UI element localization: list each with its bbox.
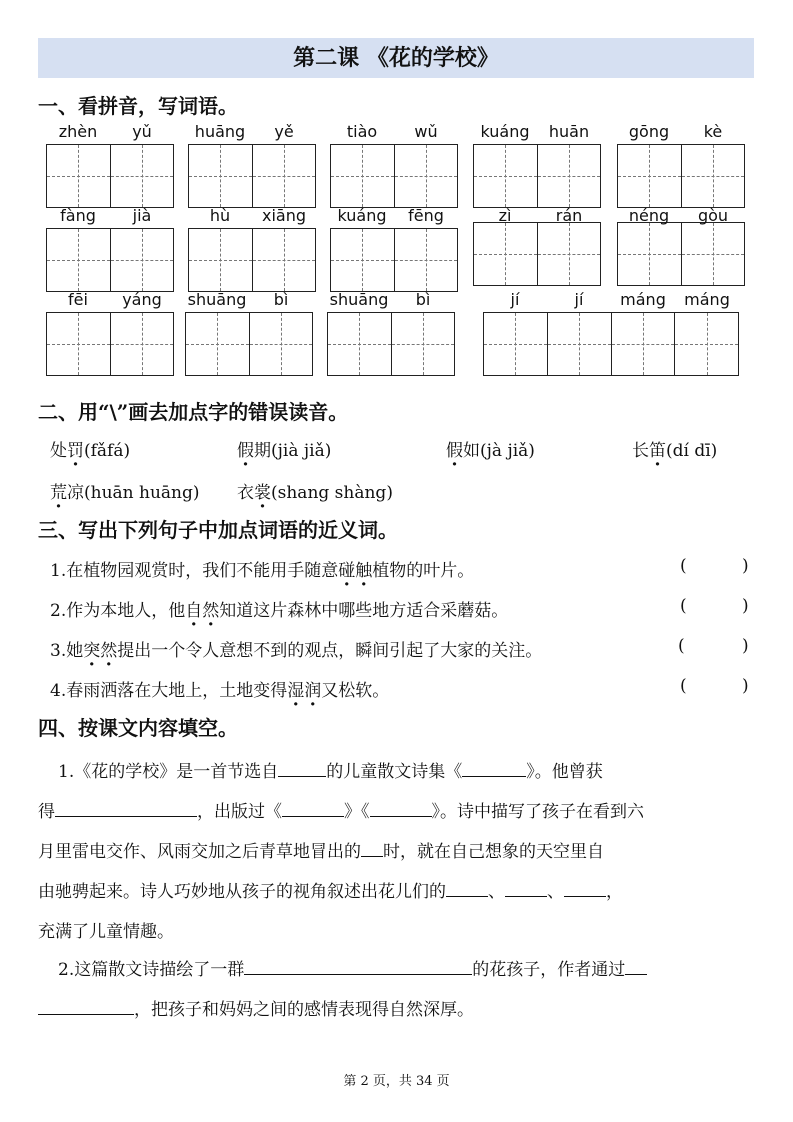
- tianzige-cell[interactable]: [331, 145, 394, 207]
- pinyin-label: bì: [273, 290, 289, 309]
- p1-text: 、: [547, 882, 564, 902]
- blank[interactable]: [282, 798, 344, 817]
- tianzige-cell[interactable]: [537, 223, 601, 285]
- blank[interactable]: [370, 798, 432, 817]
- tianzige-cell[interactable]: [681, 145, 745, 207]
- pinyin-label: rán: [555, 206, 583, 225]
- pronunciation-item: 衣裳(shang shàng): [237, 483, 393, 503]
- tianzige-cell[interactable]: [547, 313, 611, 375]
- tianzige-cell[interactable]: [394, 145, 458, 207]
- pinyin-label: kuáng: [337, 206, 387, 225]
- pinyin-label: máng: [620, 290, 666, 309]
- tianzige-box[interactable]: [330, 228, 458, 292]
- tianzige-cell[interactable]: [110, 229, 174, 291]
- tianzige-cell[interactable]: [47, 313, 110, 375]
- pronunciation-item: 荒凉(huān huāng): [50, 483, 200, 503]
- p1-text: 1.《花的学校》是一首节选自: [58, 762, 279, 782]
- answer-paren-close[interactable]: ): [742, 556, 749, 576]
- tianzige-box[interactable]: [185, 312, 313, 376]
- pinyin-label: yě: [274, 122, 294, 141]
- pinyin-label: wǔ: [414, 122, 438, 141]
- pinyin-label: fàng: [60, 206, 96, 225]
- pronunciation-item: 假如(jà jiǎ): [446, 441, 535, 461]
- p1-text: ，出版过《: [197, 802, 282, 822]
- blank[interactable]: [462, 758, 526, 777]
- tianzige-cell[interactable]: [611, 313, 675, 375]
- pronunciation-item: 长笛(dí dī): [632, 441, 718, 461]
- tianzige-box[interactable]: [327, 312, 455, 376]
- blank[interactable]: [625, 956, 647, 975]
- tianzige-cell[interactable]: [618, 223, 681, 285]
- section-3-heading: 三、写出下列句子中加点词语的近义词。: [38, 518, 398, 542]
- p1-text: 、: [488, 882, 505, 902]
- tianzige-cell[interactable]: [186, 313, 249, 375]
- tianzige-cell[interactable]: [331, 229, 394, 291]
- tianzige-cell[interactable]: [394, 229, 458, 291]
- tianzige-box[interactable]: [188, 144, 316, 208]
- tianzige-box[interactable]: [46, 144, 174, 208]
- tianzige-cell[interactable]: [674, 313, 738, 375]
- pinyin-label: shuāng: [329, 290, 389, 309]
- pinyin-label: gòu: [697, 206, 729, 225]
- blank[interactable]: [564, 878, 606, 897]
- tianzige-cell[interactable]: [110, 145, 174, 207]
- pinyin-label: yǔ: [132, 122, 152, 141]
- p1-text: 得: [38, 802, 55, 822]
- tianzige-cell[interactable]: [618, 145, 681, 207]
- answer-paren-open[interactable]: (: [680, 676, 687, 696]
- pinyin-label: néng: [628, 206, 670, 225]
- answer-paren-close[interactable]: ): [742, 676, 749, 696]
- blank[interactable]: [505, 878, 547, 897]
- p1-text: 》《: [344, 802, 370, 822]
- pinyin-label: tiào: [346, 122, 378, 141]
- synonym-sentence: 3.她突然提出一个令人意想不到的观点，瞬间引起了大家的关注。: [50, 641, 543, 661]
- pinyin-label: zhèn: [58, 122, 98, 141]
- section-4-heading: 四、按课文内容填空。: [38, 716, 238, 740]
- p2-text: ，把孩子和妈妈之间的感情表现得自然深厚。: [134, 1000, 474, 1020]
- pinyin-label: xiāng: [261, 206, 306, 225]
- pinyin-label: hù: [209, 206, 231, 225]
- pinyin-label: fēng: [408, 206, 444, 225]
- pinyin-label: huān: [548, 122, 590, 141]
- tianzige-cell[interactable]: [252, 145, 316, 207]
- tianzige-cell[interactable]: [484, 313, 547, 375]
- pinyin-label: yáng: [122, 290, 162, 309]
- tianzige-cell[interactable]: [537, 145, 601, 207]
- tianzige-cell[interactable]: [47, 229, 110, 291]
- tianzige-cell[interactable]: [189, 229, 252, 291]
- p1-text: 由驰骋起来。诗人巧妙地从孩子的视角叙述出花儿们的: [38, 882, 446, 902]
- p2-text: 2.这篇散文诗描绘了一群: [58, 960, 245, 980]
- answer-paren-close[interactable]: ): [742, 636, 749, 656]
- pronunciation-item: 处罚(fǎfá): [50, 441, 131, 461]
- synonym-sentence: 1.在植物园观赏时，我们不能用手随意碰触植物的叶片。: [50, 561, 475, 581]
- tianzige-box[interactable]: [46, 228, 174, 292]
- answer-paren-open[interactable]: (: [678, 636, 685, 656]
- pinyin-label: kuáng: [480, 122, 530, 141]
- tianzige-cell[interactable]: [391, 313, 455, 375]
- p1-text: 》。他曾获: [526, 762, 603, 782]
- tianzige-box[interactable]: [46, 312, 174, 376]
- p2-text: 的花孩子，作者通过: [472, 960, 626, 980]
- tianzige-box[interactable]: [617, 222, 745, 286]
- blank[interactable]: [278, 758, 326, 777]
- pinyin-label: jià: [132, 206, 152, 225]
- p1-text: 月里雷电交作、风雨交加之后青草地冒出的: [38, 842, 361, 862]
- tianzige-cell[interactable]: [328, 313, 391, 375]
- pinyin-label: huāng: [194, 122, 246, 141]
- answer-paren-open[interactable]: (: [680, 596, 687, 616]
- tianzige-cell[interactable]: [474, 223, 537, 285]
- tianzige-cell[interactable]: [252, 229, 316, 291]
- pinyin-label: máng: [684, 290, 730, 309]
- pinyin-label: gōng: [628, 122, 670, 141]
- p1-text: ，: [606, 882, 623, 902]
- p1-text: 充满了儿童情趣。: [38, 922, 174, 942]
- fill-paragraph-1: [38, 752, 754, 952]
- pinyin-label: zì: [498, 206, 512, 225]
- tianzige-box[interactable]: [473, 144, 601, 208]
- pinyin-label: shuāng: [187, 290, 247, 309]
- tianzige-cell[interactable]: [47, 145, 110, 207]
- synonym-sentence: 2.作为本地人，他自然知道这片森林中哪些地方适合采蘑菇。: [50, 601, 509, 621]
- page-title: 第二课 《花的学校》: [293, 45, 499, 71]
- pinyin-label: bì: [415, 290, 431, 309]
- tianzige-cell[interactable]: [474, 145, 537, 207]
- answer-paren-close[interactable]: ): [742, 596, 749, 616]
- answer-paren-open[interactable]: (: [680, 556, 687, 576]
- p1-text: 时，就在自己想象的天空里自: [383, 842, 604, 862]
- tianzige-box[interactable]: [617, 144, 745, 208]
- p1-text: 》。诗中描写了孩子在看到六: [431, 802, 644, 822]
- blank[interactable]: [244, 956, 472, 975]
- fill-paragraph-2: [38, 950, 754, 1030]
- synonym-sentence: 4.春雨洒落在大地上，土地变得湿润又松软。: [50, 681, 390, 701]
- tianzige-box[interactable]: [188, 228, 316, 292]
- blank[interactable]: [446, 878, 488, 897]
- section-2-heading: 二、用“\”画去加点字的错误读音。: [38, 400, 349, 424]
- tianzige-cell[interactable]: [110, 313, 174, 375]
- pronunciation-item: 假期(jià jiǎ): [237, 441, 332, 461]
- pinyin-label: fēi: [68, 290, 88, 309]
- tianzige-box[interactable]: [330, 144, 458, 208]
- title-bar: [38, 38, 754, 78]
- tianzige-cell[interactable]: [189, 145, 252, 207]
- p1-text: 的儿童散文诗集《: [326, 762, 463, 782]
- tianzige-box[interactable]: [473, 222, 601, 286]
- tianzige-box[interactable]: [483, 312, 739, 376]
- tianzige-cell[interactable]: [249, 313, 313, 375]
- page-footer: 第 2 页，共 34 页: [343, 1074, 450, 1089]
- tianzige-cell[interactable]: [681, 223, 745, 285]
- blank[interactable]: [38, 996, 134, 1015]
- section-1-heading: 一、看拼音，写词语。: [38, 94, 238, 118]
- blank[interactable]: [55, 798, 197, 817]
- pinyin-label: kè: [703, 122, 723, 141]
- pinyin-label: jí: [574, 290, 584, 309]
- pinyin-label: jí: [510, 290, 520, 309]
- blank[interactable]: [361, 838, 383, 857]
